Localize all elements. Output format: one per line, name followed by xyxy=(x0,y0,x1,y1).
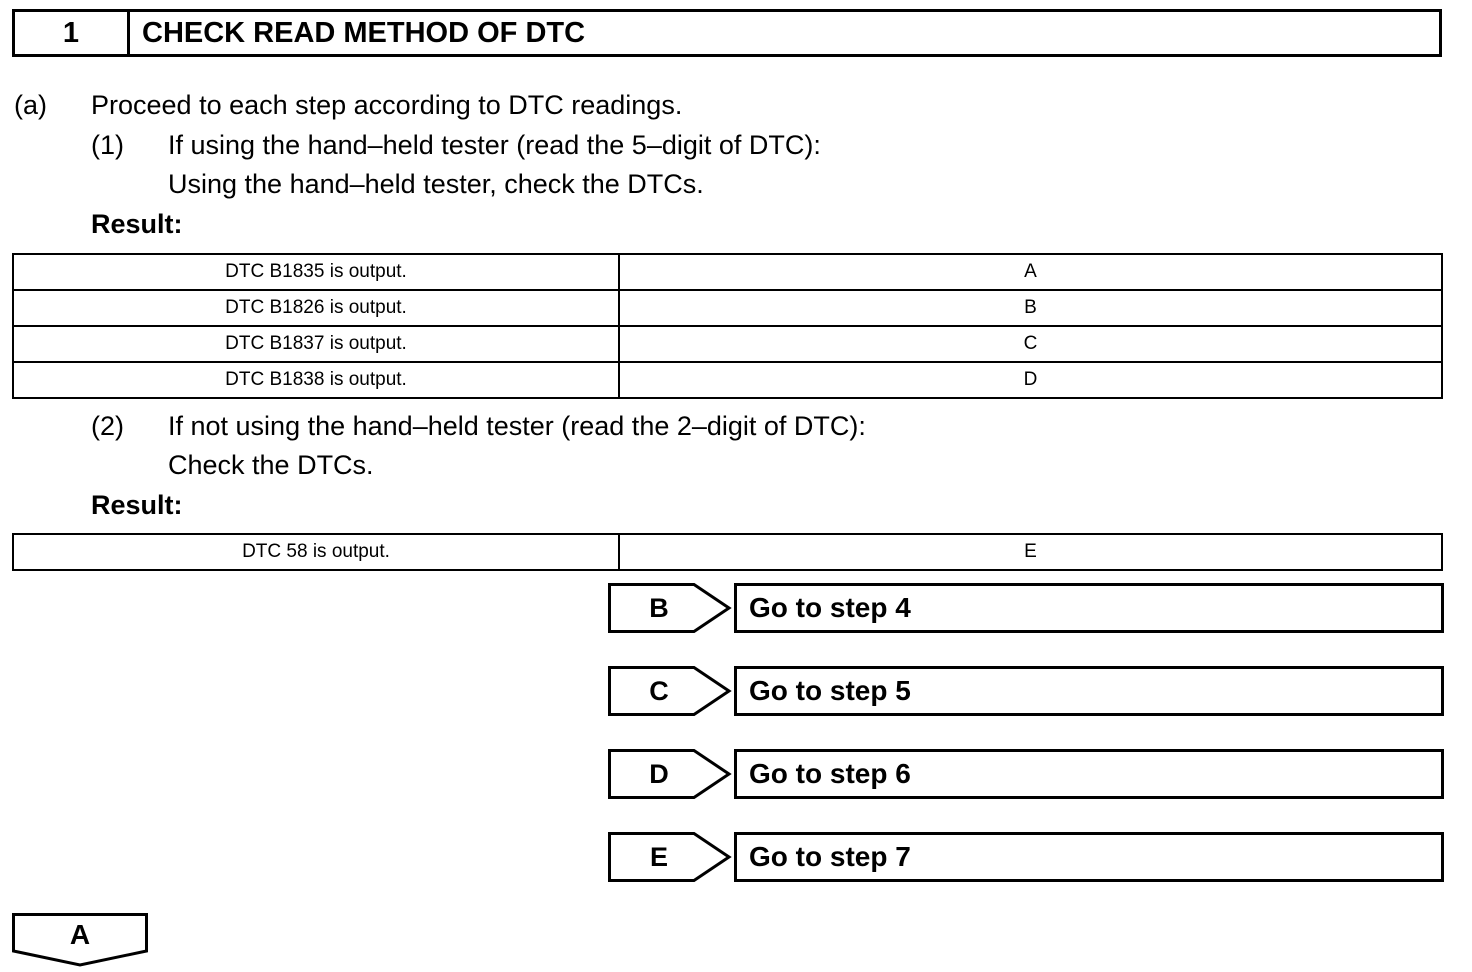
goto-tag-label: D xyxy=(649,758,669,789)
table-row xyxy=(13,326,1442,362)
table-row xyxy=(13,362,1442,398)
result-cell: D xyxy=(619,362,1442,398)
result-cell: A xyxy=(619,254,1442,290)
condition-cell: DTC B1826 is output. xyxy=(13,290,619,326)
result-cell: E xyxy=(619,534,1442,570)
goto-row xyxy=(608,832,1444,882)
result-cell: C xyxy=(619,326,1442,362)
goto-row xyxy=(608,666,1444,716)
goto-target: Go to step 5 xyxy=(734,666,1444,716)
goto-row xyxy=(608,749,1444,799)
goto-tag-label: E xyxy=(649,841,668,872)
table-row xyxy=(13,534,1442,570)
result-cell: B xyxy=(619,290,1442,326)
intro-marker: (a) xyxy=(14,90,47,120)
goto-target: Go to step 4 xyxy=(734,583,1444,633)
intro-text: Proceed to each step according to DTC readings. xyxy=(91,90,683,120)
step-header xyxy=(12,9,1442,57)
result-table-2 xyxy=(12,533,1443,571)
condition-cell: DTC B1837 is output. xyxy=(13,326,619,362)
goto-target: Go to step 7 xyxy=(734,832,1444,882)
item1-line2: Using the hand–held tester, check the DTCs. xyxy=(168,169,704,199)
step-number: 1 xyxy=(15,12,130,54)
item2-line2: Check the DTCs. xyxy=(168,450,374,480)
item1-line1: If using the hand–held tester (read the 5–digit of DTC): xyxy=(168,130,821,160)
result-label-2: Result: xyxy=(91,490,183,520)
result-label-1: Result: xyxy=(91,209,183,239)
step-title: CHECK READ METHOD OF DTC xyxy=(142,16,586,49)
result-table-1 xyxy=(12,253,1443,399)
continue-tag-label: A xyxy=(69,919,91,950)
table-row xyxy=(13,254,1442,290)
item2-marker: (2) xyxy=(91,411,124,441)
condition-cell: DTC B1838 is output. xyxy=(13,362,619,398)
item1-marker: (1) xyxy=(91,130,124,160)
condition-cell: DTC 58 is output. xyxy=(13,534,619,570)
goto-target: Go to step 6 xyxy=(734,749,1444,799)
continue-tag xyxy=(12,913,148,967)
goto-tag-label: B xyxy=(649,592,669,623)
goto-row xyxy=(608,583,1444,633)
condition-cell: DTC B1835 is output. xyxy=(13,254,619,290)
table-row xyxy=(13,290,1442,326)
item2-line1: If not using the hand–held tester (read the 2–digit of DTC): xyxy=(168,411,866,441)
goto-tag-label: C xyxy=(649,675,669,706)
